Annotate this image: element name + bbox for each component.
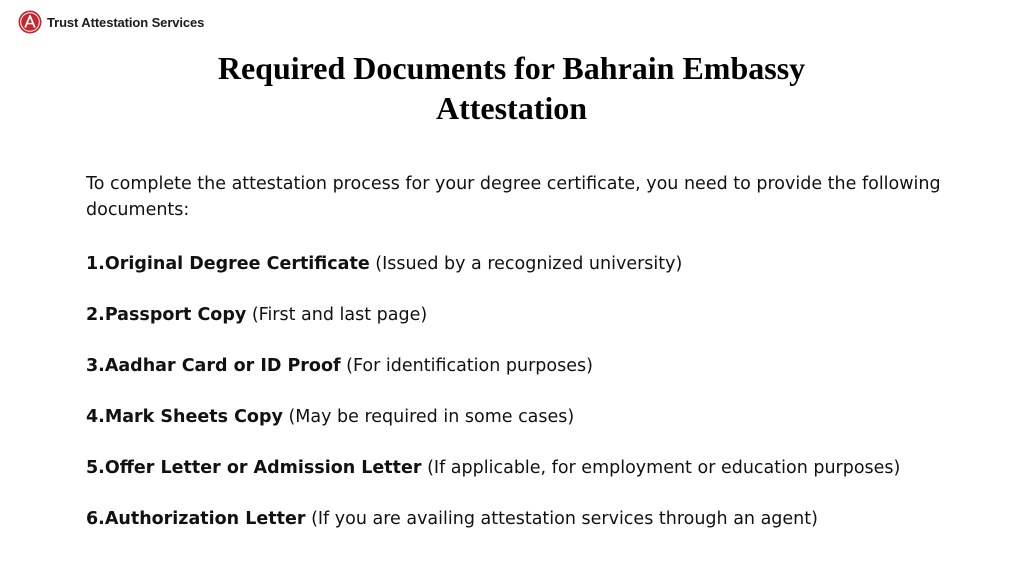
item-name: Offer Letter or Admission Letter [104,458,422,478]
brand-name: Trust Attestation Services [47,14,205,30]
item-note: (If you are availing attestation services through an agent) [305,509,818,529]
page-title-line-1: Required Documents for Bahrain Embassy [217,50,806,86]
list-item-aadhar-card [86,353,956,379]
brand-logo[interactable] [18,10,204,34]
item-note: (Issued by a recognized university) [369,254,683,274]
item-name: Original Degree Certificate [104,254,370,274]
page-title-line-2: Attestation [435,90,588,126]
document-requirements [86,171,956,557]
item-name: Aadhar Card or ID Proof [104,356,341,376]
list-item-offer-letter [86,455,956,481]
page-title [0,48,1023,128]
item-note: (If applicable, for employment or education purposes) [421,458,901,478]
item-number: 2. [86,305,105,325]
intro-text: To complete the attestation process for your degree certificate, you need to provide the following documents: [86,174,941,220]
list-item-passport-copy [86,302,956,328]
item-number: 4. [86,407,105,427]
item-number: 1. [86,254,105,274]
item-note: (First and last page) [246,305,428,325]
item-name: Passport Copy [104,305,247,325]
item-name: Authorization Letter [104,509,306,529]
list-item-mark-sheets-copy [86,404,956,430]
item-note: (For identification purposes) [340,356,593,376]
required-documents-list [86,251,956,532]
list-item-original-degree-certificate [86,251,956,277]
list-item-authorization-letter [86,506,956,532]
item-number: 6. [86,509,105,529]
trust-attestation-logo-icon [18,10,42,34]
item-number: 5. [86,458,105,478]
item-name: Mark Sheets Copy [104,407,283,427]
item-number: 3. [86,356,105,376]
item-note: (May be required in some cases) [282,407,575,427]
